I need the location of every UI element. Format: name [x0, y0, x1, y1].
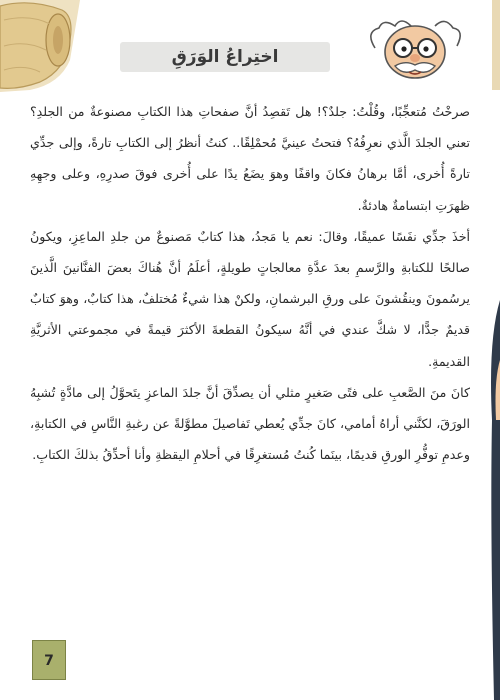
scroll-icon [0, 0, 80, 92]
page-number: 7 [32, 640, 66, 680]
story-text [30, 96, 470, 470]
right-edge-illustration [480, 0, 500, 700]
grandpa-mascot-icon [365, 18, 465, 86]
paragraph-3: كانَ منَ الصَّعبِ على فتًى صَغيرٍ مثلي أن يصدِّقَ أنَّ جلدَ الماعزِ يتَحوَّلُ إلى مادَّةٍ تُشبِهُ الورَقَ، لكنَّني أراهُ أمامي، كانَ جدِّي يُعطي تَفاصيلَ مطوَّلةً عن رغبةِ النَّاسِ في الكتابةِ، وعدمِ توفُّرِ الورقِ قديمًا، بينَما كُنتُ مُستغرِقًا في أحلامِ اليقظةِ وأنا أحدِّقُ بذلكَ الكتابِ. [30, 384, 470, 463]
paragraph-2: أخذَ جدِّي نفَسًا عميقًا، وقالَ: نعم يا مَجدُ، هذا كتابٌ مَصنوعٌ من جلدِ الماعِزِ، ويكونُ صالحًا للكتابةِ والرَّسمِ بعدَ عدَّةِ معالجاتٍ طويلةٍ، أعلَمُ أنَّ هُناكَ بعضَ الفنَّانينَ الَّذينَ يرسُمونَ وينقُشونَ على ورقِ البرشمانِ، ولكنْ هذا شيءٌ مُختلفٌ، هذا كتابٌ، وهوَ كتابٌ قديمٌ جدًّا، لا شكَّ عندي في أنَّهُ سيكونُ القطعةَ الأكثرَ قيمةً في مجموعتي الأثريَّةِ القديمةِ. [30, 228, 470, 369]
paragraph-1: صرخْتُ مُتعجِّبًا، وقُلْتُ: جلدٌ؟! هل تَقصِدُ أنَّ صفحاتِ هذا الكتابِ مصنوعةٌ من الجلدِ؟ تعني الجلدَ الَّذي نعرِفُهُ؟ فتحتُ عينيَّ مُحمْلِقًا.. كنتُ أنظرُ إلى الكتابِ تارةً، وإلى جدِّي تارةً أُخرى، أمَّا برهانُ فكانَ واقفًا وهوَ يضَعُ يدًا على أُخرى فوقَ صدرِهِ، وعلى وجهِهِ ظهرَتِ ابتسامةٌ هادئةٌ. [30, 104, 470, 213]
chapter-title: اختِراعُ الوَرَقِ [120, 42, 330, 72]
